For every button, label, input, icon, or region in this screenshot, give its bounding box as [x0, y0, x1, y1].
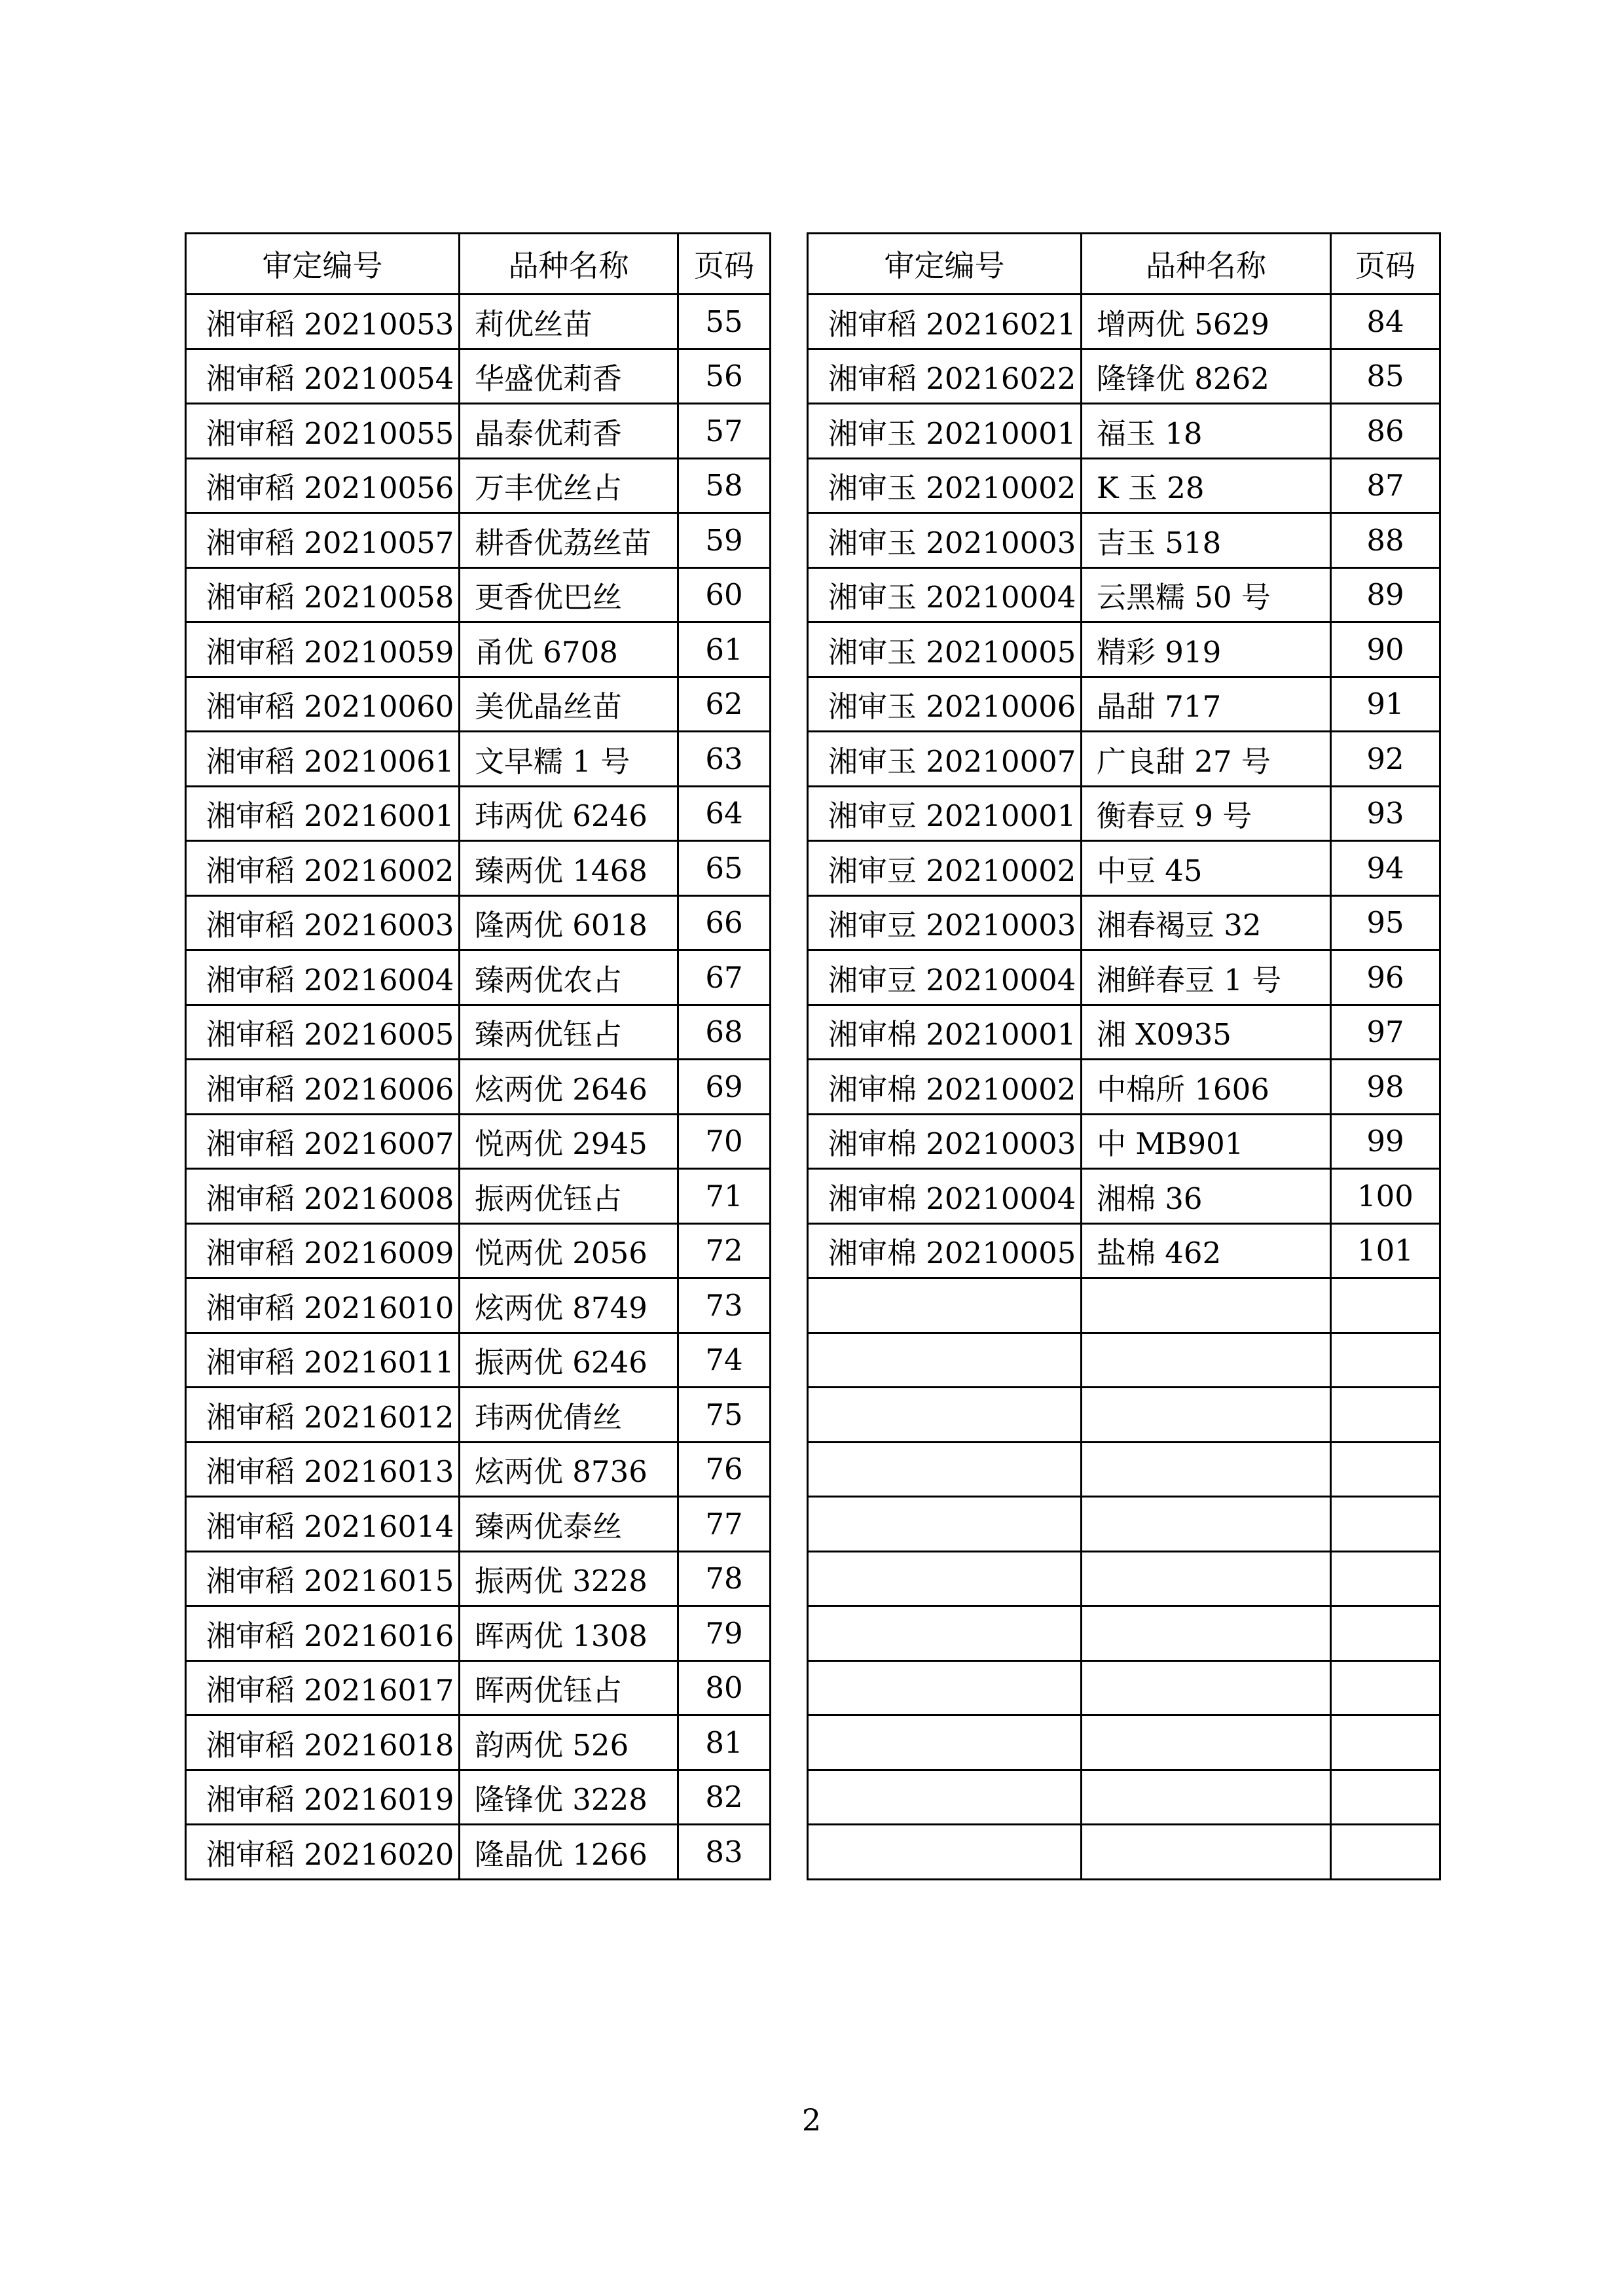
approval-number-cell: 湘审稻 20216007	[186, 1114, 460, 1169]
variety-name-cell	[1082, 1660, 1331, 1715]
table-row	[808, 1223, 1440, 1278]
variety-name-cell: 湘鲜春豆 1 号	[1082, 950, 1331, 1005]
table-row	[808, 1169, 1440, 1224]
table-row	[186, 1442, 771, 1497]
table-row	[186, 841, 771, 896]
table-header-row	[808, 234, 1440, 295]
approval-number-cell: 湘审稻 20216012	[186, 1388, 460, 1443]
page-cell: 71	[678, 1169, 771, 1224]
page-cell: 70	[678, 1114, 771, 1169]
variety-name-cell: 隆晶优 1266	[460, 1825, 678, 1880]
table-row	[808, 1442, 1440, 1497]
header-name: 品种名称	[1082, 234, 1331, 295]
approval-number-cell	[808, 1388, 1082, 1443]
page-cell: 55	[678, 295, 771, 350]
table-row	[186, 1551, 771, 1606]
table-row	[808, 1388, 1440, 1443]
page-cell: 100	[1331, 1169, 1440, 1224]
variety-name-cell: 湘棉 36	[1082, 1169, 1331, 1224]
variety-name-cell: 隆锋优 3228	[460, 1770, 678, 1825]
table-row	[808, 622, 1440, 677]
variety-name-cell	[1082, 1497, 1331, 1552]
variety-index-table-right	[807, 232, 1441, 1880]
page-cell	[1331, 1388, 1440, 1443]
approval-number-cell: 湘审稻 20216020	[186, 1825, 460, 1880]
page-cell	[1331, 1333, 1440, 1388]
approval-number-cell: 湘审稻 20216011	[186, 1333, 460, 1388]
page-cell: 74	[678, 1333, 771, 1388]
table-row	[186, 1660, 771, 1715]
page-cell: 90	[1331, 622, 1440, 677]
variety-name-cell: 炫两优 8736	[460, 1442, 678, 1497]
approval-number-cell: 湘审稻 20216021	[808, 295, 1082, 350]
approval-number-cell: 湘审稻 20216019	[186, 1770, 460, 1825]
variety-index-table-left	[185, 232, 771, 1880]
table-row	[186, 622, 771, 677]
variety-name-cell: 玮两优倩丝	[460, 1388, 678, 1443]
approval-number-cell: 湘审稻 20216002	[186, 841, 460, 896]
table-row	[808, 1606, 1440, 1661]
page-cell: 65	[678, 841, 771, 896]
approval-number-cell: 湘审玉 20210005	[808, 622, 1082, 677]
page-cell: 63	[678, 732, 771, 787]
approval-number-cell: 湘审棉 20210003	[808, 1114, 1082, 1169]
approval-number-cell	[808, 1715, 1082, 1770]
approval-number-cell: 湘审稻 20210053	[186, 295, 460, 350]
approval-number-cell	[808, 1825, 1082, 1880]
page-cell: 92	[1331, 732, 1440, 787]
page-cell: 99	[1331, 1114, 1440, 1169]
table-row	[808, 1551, 1440, 1606]
table-row	[808, 1497, 1440, 1552]
variety-name-cell: 玮两优 6246	[460, 786, 678, 841]
page-cell: 61	[678, 622, 771, 677]
variety-name-cell: 晖两优钰占	[460, 1660, 678, 1715]
table-row	[808, 732, 1440, 787]
page-cell	[1331, 1442, 1440, 1497]
table-body-right	[808, 295, 1440, 1880]
approval-number-cell: 湘审稻 20216006	[186, 1060, 460, 1115]
table-row	[808, 1770, 1440, 1825]
page-cell: 91	[1331, 677, 1440, 732]
page-cell: 78	[678, 1551, 771, 1606]
approval-number-cell: 湘审稻 20210055	[186, 404, 460, 459]
table-row	[186, 1278, 771, 1333]
variety-name-cell: 中豆 45	[1082, 841, 1331, 896]
page-cell: 80	[678, 1660, 771, 1715]
page-cell: 81	[678, 1715, 771, 1770]
approval-number-cell: 湘审稻 20216018	[186, 1715, 460, 1770]
variety-name-cell	[1082, 1715, 1331, 1770]
variety-name-cell: K 玉 28	[1082, 458, 1331, 513]
variety-name-cell: 增两优 5629	[1082, 295, 1331, 350]
variety-name-cell: 精彩 919	[1082, 622, 1331, 677]
approval-number-cell: 湘审稻 20216010	[186, 1278, 460, 1333]
variety-name-cell: 云黑糯 50 号	[1082, 567, 1331, 622]
approval-number-cell: 湘审稻 20216013	[186, 1442, 460, 1497]
table-row	[808, 895, 1440, 950]
variety-name-cell: 福玉 18	[1082, 404, 1331, 459]
approval-number-cell: 湘审稻 20216004	[186, 950, 460, 1005]
variety-name-cell	[1082, 1442, 1331, 1497]
page-cell: 84	[1331, 295, 1440, 350]
page-cell: 72	[678, 1223, 771, 1278]
approval-number-cell: 湘审稻 20216008	[186, 1169, 460, 1224]
approval-number-cell: 湘审稻 20216022	[808, 349, 1082, 404]
variety-name-cell: 振两优 3228	[460, 1551, 678, 1606]
page-cell: 87	[1331, 458, 1440, 513]
approval-number-cell: 湘审玉 20210002	[808, 458, 1082, 513]
variety-name-cell: 晖两优 1308	[460, 1606, 678, 1661]
variety-name-cell: 湘 X0935	[1082, 1005, 1331, 1060]
page-cell: 76	[678, 1442, 771, 1497]
page-cell: 86	[1331, 404, 1440, 459]
table-body-left	[186, 295, 771, 1880]
variety-name-cell: 广良甜 27 号	[1082, 732, 1331, 787]
approval-number-cell: 湘审稻 20216005	[186, 1005, 460, 1060]
table-row	[186, 1497, 771, 1552]
variety-name-cell: 更香优巴丝	[460, 567, 678, 622]
table-row	[186, 895, 771, 950]
table-row	[186, 732, 771, 787]
approval-number-cell: 湘审稻 20210056	[186, 458, 460, 513]
page-cell	[1331, 1770, 1440, 1825]
variety-name-cell: 炫两优 2646	[460, 1060, 678, 1115]
approval-number-cell: 湘审豆 20210002	[808, 841, 1082, 896]
approval-number-cell	[808, 1660, 1082, 1715]
approval-number-cell: 湘审玉 20210007	[808, 732, 1082, 787]
page-cell: 58	[678, 458, 771, 513]
variety-name-cell: 隆锋优 8262	[1082, 349, 1331, 404]
variety-name-cell: 韵两优 526	[460, 1715, 678, 1770]
table-row	[186, 458, 771, 513]
page-cell: 97	[1331, 1005, 1440, 1060]
approval-number-cell	[808, 1770, 1082, 1825]
table-row	[808, 295, 1440, 350]
approval-number-cell: 湘审玉 20210004	[808, 567, 1082, 622]
approval-number-cell: 湘审棉 20210001	[808, 1005, 1082, 1060]
variety-name-cell	[1082, 1333, 1331, 1388]
approval-number-cell: 湘审稻 20216016	[186, 1606, 460, 1661]
page-cell: 85	[1331, 349, 1440, 404]
page-cell	[1331, 1715, 1440, 1770]
page-cell: 64	[678, 786, 771, 841]
approval-number-cell: 湘审稻 20210060	[186, 677, 460, 732]
header-page: 页码	[1331, 234, 1440, 295]
page-cell: 73	[678, 1278, 771, 1333]
table-row	[186, 1169, 771, 1224]
variety-name-cell: 莉优丝苗	[460, 295, 678, 350]
table-row	[808, 349, 1440, 404]
variety-name-cell: 文早糯 1 号	[460, 732, 678, 787]
table-row	[808, 1660, 1440, 1715]
approval-number-cell: 湘审棉 20210005	[808, 1223, 1082, 1278]
variety-name-cell	[1082, 1551, 1331, 1606]
page-cell: 56	[678, 349, 771, 404]
table-row	[808, 1333, 1440, 1388]
table-row	[186, 1606, 771, 1661]
table-row	[186, 950, 771, 1005]
approval-number-cell: 湘审棉 20210002	[808, 1060, 1082, 1115]
variety-name-cell: 隆两优 6018	[460, 895, 678, 950]
variety-name-cell: 盐棉 462	[1082, 1223, 1331, 1278]
approval-number-cell: 湘审稻 20216014	[186, 1497, 460, 1552]
page-cell	[1331, 1660, 1440, 1715]
header-page: 页码	[678, 234, 771, 295]
approval-number-cell: 湘审稻 20216009	[186, 1223, 460, 1278]
approval-number-cell	[808, 1497, 1082, 1552]
table-row	[186, 295, 771, 350]
approval-number-cell: 湘审稻 20210058	[186, 567, 460, 622]
table-row	[186, 786, 771, 841]
page-cell: 77	[678, 1497, 771, 1552]
table-row	[186, 1223, 771, 1278]
approval-number-cell	[808, 1606, 1082, 1661]
page-cell	[1331, 1825, 1440, 1880]
variety-name-cell: 美优晶丝苗	[460, 677, 678, 732]
approval-number-cell: 湘审稻 20210054	[186, 349, 460, 404]
header-name: 品种名称	[460, 234, 678, 295]
approval-number-cell: 湘审豆 20210004	[808, 950, 1082, 1005]
variety-name-cell: 臻两优 1468	[460, 841, 678, 896]
page-number: 2	[801, 2102, 822, 2138]
table-row	[808, 786, 1440, 841]
table-row	[186, 1333, 771, 1388]
variety-name-cell: 炫两优 8749	[460, 1278, 678, 1333]
table-row	[808, 513, 1440, 568]
variety-name-cell: 甬优 6708	[460, 622, 678, 677]
variety-name-cell: 臻两优泰丝	[460, 1497, 678, 1552]
page-cell: 68	[678, 1005, 771, 1060]
page-cell: 98	[1331, 1060, 1440, 1115]
page-cell: 83	[678, 1825, 771, 1880]
page-cell	[1331, 1551, 1440, 1606]
approval-number-cell: 湘审稻 20210061	[186, 732, 460, 787]
variety-name-cell: 悦两优 2056	[460, 1223, 678, 1278]
variety-name-cell: 臻两优钰占	[460, 1005, 678, 1060]
page-cell: 62	[678, 677, 771, 732]
approval-number-cell: 湘审稻 20216015	[186, 1551, 460, 1606]
table-row	[186, 1005, 771, 1060]
page-cell: 95	[1331, 895, 1440, 950]
page-cell: 79	[678, 1606, 771, 1661]
variety-name-cell: 晶甜 717	[1082, 677, 1331, 732]
approval-number-cell	[808, 1333, 1082, 1388]
table-row	[186, 567, 771, 622]
table-row	[186, 1114, 771, 1169]
variety-name-cell: 晶泰优莉香	[460, 404, 678, 459]
page-cell: 93	[1331, 786, 1440, 841]
variety-name-cell: 华盛优莉香	[460, 349, 678, 404]
table-row	[186, 1770, 771, 1825]
table-row	[186, 677, 771, 732]
approval-number-cell: 湘审稻 20210057	[186, 513, 460, 568]
table-row	[808, 567, 1440, 622]
page-cell	[1331, 1606, 1440, 1661]
header-code: 审定编号	[186, 234, 460, 295]
header-code: 审定编号	[808, 234, 1082, 295]
variety-name-cell	[1082, 1606, 1331, 1661]
page-cell: 69	[678, 1060, 771, 1115]
page-cell: 60	[678, 567, 771, 622]
page-cell: 57	[678, 404, 771, 459]
approval-number-cell: 湘审玉 20210006	[808, 677, 1082, 732]
approval-number-cell: 湘审稻 20216017	[186, 1660, 460, 1715]
page-cell	[1331, 1278, 1440, 1333]
table-row	[186, 1825, 771, 1880]
table-row	[808, 458, 1440, 513]
table-row	[808, 1060, 1440, 1115]
approval-number-cell	[808, 1442, 1082, 1497]
approval-number-cell: 湘审稻 20216003	[186, 895, 460, 950]
approval-number-cell	[808, 1278, 1082, 1333]
table-row	[186, 404, 771, 459]
page-cell: 67	[678, 950, 771, 1005]
variety-name-cell: 振两优钰占	[460, 1169, 678, 1224]
approval-number-cell: 湘审稻 20216001	[186, 786, 460, 841]
table-row	[808, 1114, 1440, 1169]
variety-name-cell: 衡春豆 9 号	[1082, 786, 1331, 841]
page-cell	[1331, 1497, 1440, 1552]
table-row	[808, 841, 1440, 896]
table-row	[186, 513, 771, 568]
variety-name-cell	[1082, 1278, 1331, 1333]
variety-name-cell	[1082, 1770, 1331, 1825]
page-cell: 59	[678, 513, 771, 568]
approval-number-cell: 湘审玉 20210003	[808, 513, 1082, 568]
table-row	[808, 404, 1440, 459]
table-row	[186, 1715, 771, 1770]
table-row	[186, 349, 771, 404]
table-row	[186, 1060, 771, 1115]
table-row	[808, 1825, 1440, 1880]
table-row	[186, 1388, 771, 1443]
page-cell: 75	[678, 1388, 771, 1443]
variety-name-cell	[1082, 1825, 1331, 1880]
table-row	[808, 950, 1440, 1005]
approval-number-cell: 湘审豆 20210003	[808, 895, 1082, 950]
table-row	[808, 1278, 1440, 1333]
approval-number-cell: 湘审稻 20210059	[186, 622, 460, 677]
variety-name-cell: 臻两优农占	[460, 950, 678, 1005]
table-row	[808, 1005, 1440, 1060]
page-cell: 89	[1331, 567, 1440, 622]
table-row	[808, 1715, 1440, 1770]
table-header-row	[186, 234, 771, 295]
variety-name-cell: 悦两优 2945	[460, 1114, 678, 1169]
page-cell: 66	[678, 895, 771, 950]
approval-number-cell: 湘审豆 20210001	[808, 786, 1082, 841]
variety-name-cell: 吉玉 518	[1082, 513, 1331, 568]
variety-name-cell: 中棉所 1606	[1082, 1060, 1331, 1115]
variety-name-cell: 湘春褐豆 32	[1082, 895, 1331, 950]
variety-name-cell: 耕香优荔丝苗	[460, 513, 678, 568]
approval-number-cell	[808, 1551, 1082, 1606]
page-cell: 101	[1331, 1223, 1440, 1278]
page-cell: 94	[1331, 841, 1440, 896]
page-cell: 88	[1331, 513, 1440, 568]
table-row	[808, 677, 1440, 732]
approval-number-cell: 湘审棉 20210004	[808, 1169, 1082, 1224]
variety-name-cell: 中 MB901	[1082, 1114, 1331, 1169]
approval-number-cell: 湘审玉 20210001	[808, 404, 1082, 459]
variety-name-cell	[1082, 1388, 1331, 1443]
variety-name-cell: 万丰优丝占	[460, 458, 678, 513]
variety-name-cell: 振两优 6246	[460, 1333, 678, 1388]
page-cell: 96	[1331, 950, 1440, 1005]
page-cell: 82	[678, 1770, 771, 1825]
